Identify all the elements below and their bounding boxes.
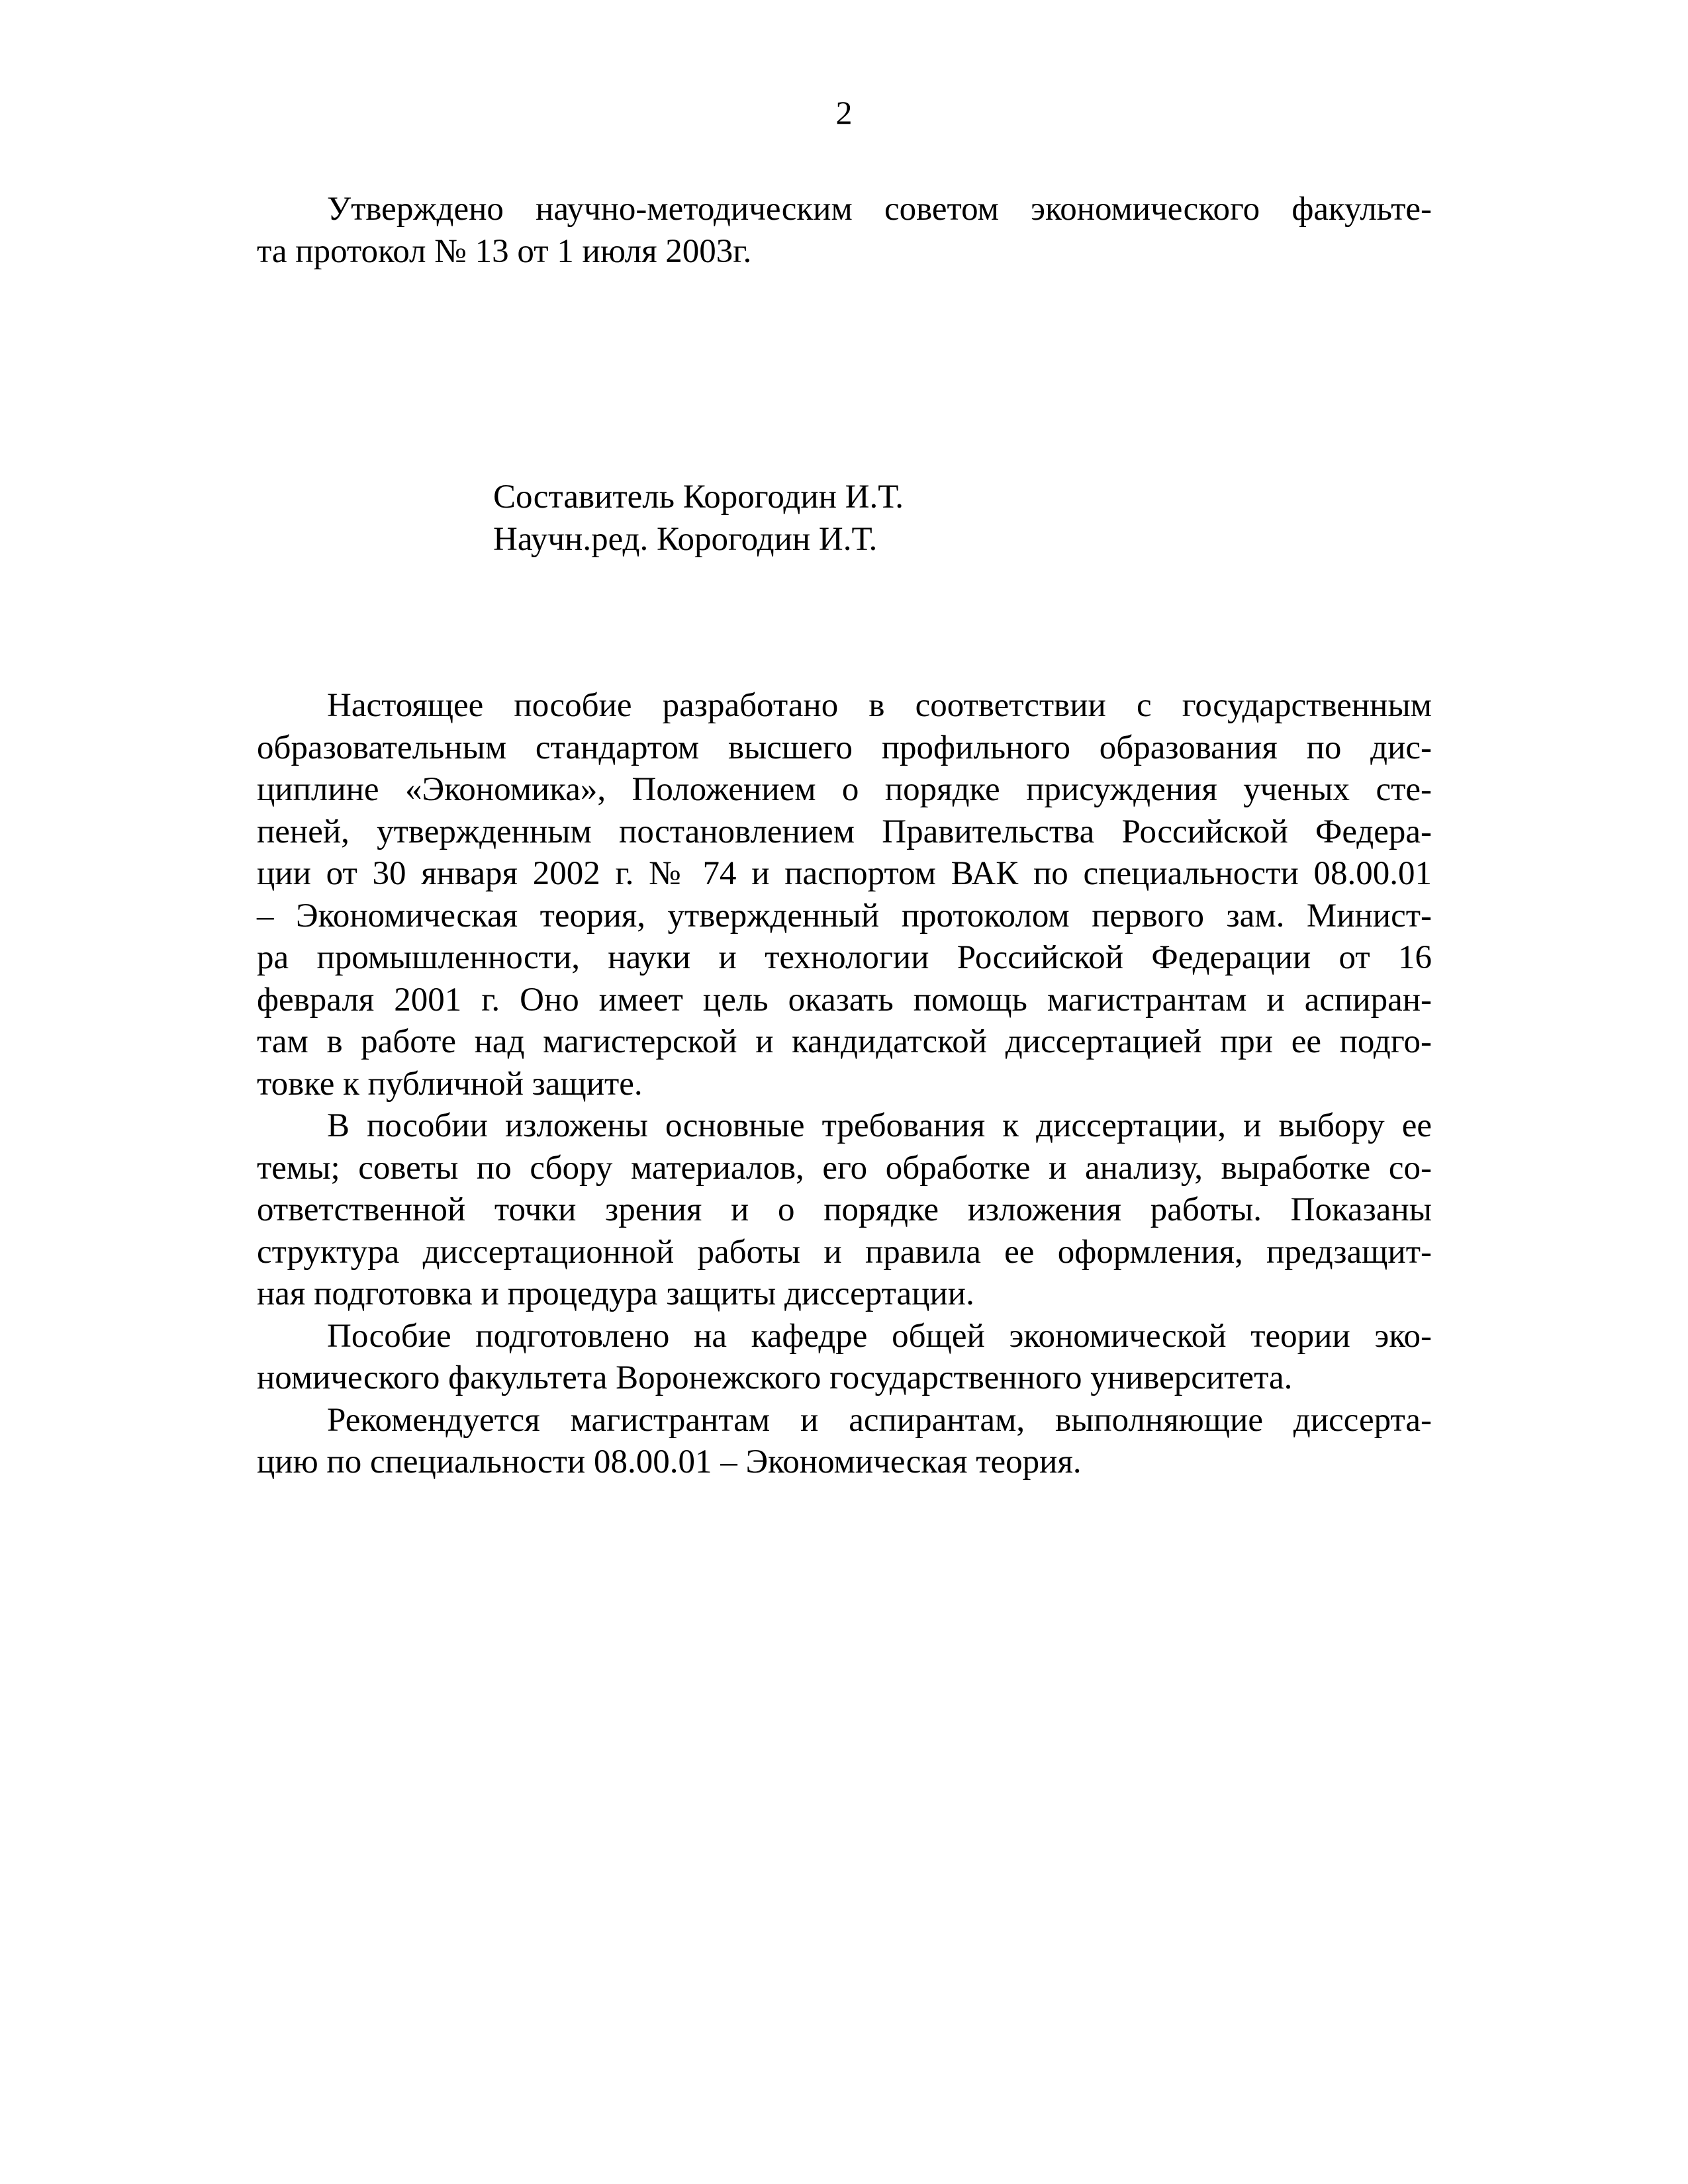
text-line: пеней, утвержденным постановлением Правительства Российской Федера- bbox=[257, 813, 1432, 850]
text-line: – Экономическая теория, утвержденный протоколом первого зам. Минист- bbox=[257, 897, 1432, 934]
text-line: В пособии изложены основные требования к диссертации, и выбору ее bbox=[327, 1107, 1432, 1144]
text-line: цию по специальности 08.00.01 – Экономическая теория. bbox=[257, 1443, 1082, 1480]
approval-note bbox=[257, 189, 1432, 273]
text-line: товке к публичной защите. bbox=[257, 1065, 643, 1103]
text-line: ответственной точки зрения и о порядке изложения работы. Показаны bbox=[257, 1191, 1432, 1228]
page-number: 2 bbox=[835, 94, 853, 131]
paragraph-purpose bbox=[257, 685, 1432, 1105]
credits-block bbox=[493, 477, 904, 561]
text-line: номического факультета Воронежского государственного университета. bbox=[257, 1359, 1293, 1396]
approval-line: та протокол № 13 от 1 июля 2003г. bbox=[257, 232, 752, 270]
paragraph-recommendation bbox=[257, 1400, 1432, 1484]
compiler-credit: Составитель Корогодин И.Т. bbox=[493, 478, 904, 516]
approval-line: Утверждено научно-методическим советом экономического факульте- bbox=[327, 191, 1432, 228]
text-line: февраля 2001 г. Оно имеет цель оказать помощь магистрантам и аспиран- bbox=[257, 981, 1432, 1019]
annotation-text bbox=[257, 685, 1432, 1484]
text-line: Настоящее пособие разработано в соответствии с государственным bbox=[327, 687, 1432, 724]
paragraph-contents bbox=[257, 1105, 1432, 1316]
text-line: ная подготовка и процедура защиты диссертации. bbox=[257, 1275, 974, 1312]
text-line: структура диссертационной работы и правила ее оформления, предзащит- bbox=[257, 1233, 1432, 1271]
text-line: там в работе над магистерской и кандидатской диссертацией при ее подго- bbox=[257, 1023, 1432, 1060]
paragraph-department bbox=[257, 1316, 1432, 1400]
text-line: Пособие подготовлено на кафедре общей экономической теории эко- bbox=[327, 1317, 1432, 1355]
text-line: циплине «Экономика», Положением о порядке присуждения ученых сте- bbox=[257, 771, 1432, 808]
text-line: ции от 30 января 2002 г. № 74 и паспортом ВАК по специальности 08.00.01 bbox=[257, 855, 1432, 892]
text-line: образовательным стандартом высшего профильного образования по дис- bbox=[257, 729, 1432, 766]
text-line: ра промышленности, науки и технологии Российской Федерации от 16 bbox=[257, 939, 1432, 976]
editor-credit: Научн.ред. Корогодин И.Т. bbox=[493, 520, 878, 558]
text-line: темы; советы по сбору материалов, его обработке и анализу, выработке со- bbox=[257, 1149, 1432, 1187]
text-line: Рекомендуется магистрантам и аспирантам, выполняющие диссерта- bbox=[327, 1401, 1432, 1439]
